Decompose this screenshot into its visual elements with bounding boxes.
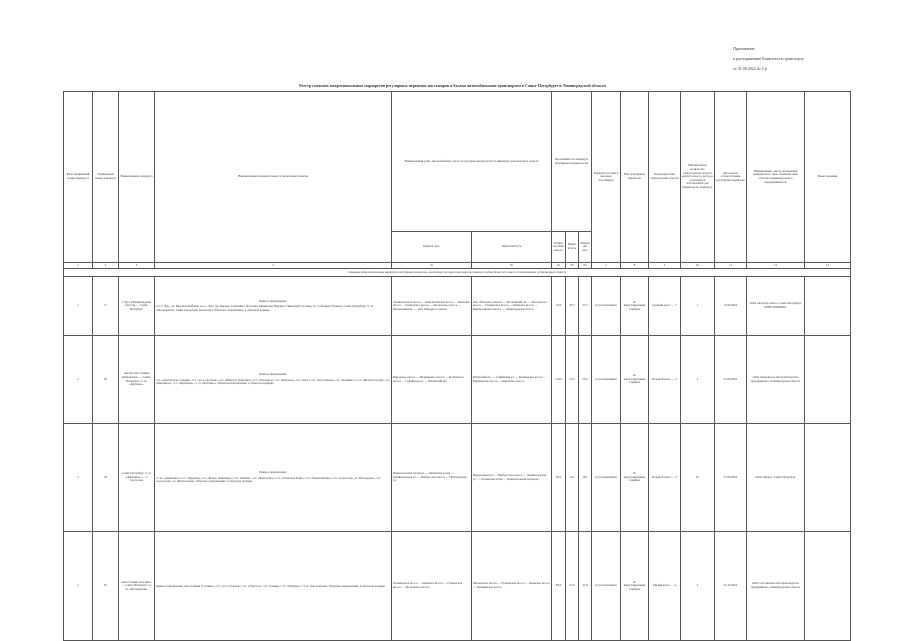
cell-order: в установленных — [592, 336, 621, 424]
colnum: 11 — [715, 263, 747, 269]
colnum: 13 — [805, 263, 851, 269]
cell-fwd: 37,3 — [566, 277, 579, 336]
colnum: 5б — [472, 263, 552, 269]
document-title: Реестр смежных межрегиональных маршрутов регулярных перевозок пассажиров и багажа автомобильным транспортом в Санкт-Петербурге и Ленинградской области — [299, 83, 606, 88]
colnum: 3 — [119, 263, 155, 269]
col-streets-group: Наименования улиц, автомобильных дорог, по которым предполагается движение транспортных средств — [392, 92, 552, 232]
cell-name: Санкт-Петербург, ст. м. «Девяткино» — г. Сертолово — [119, 424, 155, 532]
stops-title: Прямое направление: — [259, 298, 287, 303]
cell-start: 01.09.2022 — [715, 336, 747, 424]
cell-kind: по нерегулируемым тарифам — [621, 336, 649, 424]
cell-bwd: 41,8 — [579, 532, 592, 641]
cell-order: в установленных — [592, 424, 621, 532]
cell-forward: Ленинградское шоссе — Кингисеппское шоссе — Киевское шоссе — Пулковское шоссе — Московское шоссе — Московский пр. — наб. Обводного канала — [392, 277, 472, 336]
colnum: 7 — [592, 263, 621, 269]
cell-other — [805, 532, 851, 641]
cell-vehicles: Малый класс — 4 — [649, 532, 681, 641]
cell-carrier: ООО «Гатчинское автотранспортное предприятие», Ленинградская область — [747, 532, 805, 641]
colnum: 2 — [93, 263, 119, 269]
table-row — [64, 424, 851, 532]
colnum: 6б — [566, 263, 579, 269]
category-row — [64, 269, 851, 277]
cell-backward: Центральная ул. — Выборгское шоссе — Ленинградская ул. — Охтинская аллея — Привокзальная площадь — [472, 424, 552, 532]
cell-stops — [155, 424, 392, 532]
colnum: 10 — [681, 263, 715, 269]
cell-total: 38,2 — [552, 424, 566, 532]
col-length-total: Общая протяжённость — [552, 232, 566, 263]
table-row — [64, 277, 851, 336]
cell-fwd: 55,0 — [566, 336, 579, 424]
header-appendix: Приложение — [733, 46, 755, 51]
cell-reg: 1 — [64, 277, 93, 336]
header-order-ref: к распоряжению Комитета по транспорту — [733, 56, 804, 61]
cell-forward: Пушкинское шоссе — Киевское шоссе — Пулковское шоссе — Московское шоссе — [392, 532, 472, 641]
cell-other — [805, 424, 851, 532]
cell-stops — [155, 532, 392, 641]
cell-carrier: ООО «Аллегро-Авто», Санкт-Петербург, ИНН 7810000001 — [747, 277, 805, 336]
col-stops: Наименования промежуточных остановочных пунктов — [155, 92, 392, 263]
colnum: 9 — [649, 263, 681, 269]
cell-reg: 2 — [64, 336, 93, 424]
stops-text: ост. «Автобусная станция»; ост. «ул. Советская»; ост. «Невская Дубровка»; ост. «Отрадное»; ост. «Павлово»; ост. «Мга»; ост. «Пустынька»; ост. «Колпино»; ост. «Металлострой»; ост. «Рыбацкое»; ост. «Шушары»; ст. м. «Купчино». Обратное направление: в обратном порядке — [156, 377, 390, 386]
cell-start: 01.09.2022 — [715, 424, 747, 532]
cell-vehicles: Средний класс — 7 — [649, 277, 681, 336]
stops-text: Прямое направление: автостанция «Гатчина»; ост. «ул. Соборная»; ост. «Пудость»; ост. «Таицы»; ост. «Пулково»; ст. м. «Московская». Обратное направление: в обратном порядке — [156, 584, 386, 589]
cell-forward: Кировское шоссе — Мурманское шоссе — Колпинское шоссе — Софийская ул. — Витебский пр. — [392, 336, 472, 424]
category-title: Смежные межрегиональные маршруты регулярных перевозок, на которых посадка и высадка пассажиров осуществляется только в установленных остановочных пунктах — [64, 269, 851, 277]
col-reg-number: Регистрационный номер маршрута — [64, 92, 93, 263]
col-other-info: Иные сведения — [805, 92, 851, 263]
col-carrier: Наименование, место нахождения юридического лица, фамилия, имя, отчество индивидуального предпринимателя — [747, 92, 805, 263]
colnum: 6а — [552, 263, 566, 269]
cell-num: 1.1 — [93, 277, 119, 336]
document-header — [733, 44, 893, 74]
col-route-name: Наименование маршрута — [119, 92, 155, 263]
cell-reg: 3 — [64, 424, 93, 532]
col-backward-path: Обратный путь — [472, 232, 552, 263]
cell-total: 110,0 — [552, 336, 566, 424]
cell-maxcount: 2 — [681, 336, 715, 424]
cell-bwd: 37,3 — [579, 277, 592, 336]
cell-order: в установленных — [592, 277, 621, 336]
cell-stops — [155, 336, 392, 424]
cell-total: 74,6 — [552, 277, 566, 336]
cell-kind: по нерегулируемым тарифам — [621, 424, 649, 532]
cell-maxcount: 2 — [681, 532, 715, 641]
cell-fwd: 41,8 — [566, 532, 579, 641]
col-max-vehicles: Максимальное количество транспортных средств каждого класса, которое допускается использовать для перевозок по маршруту — [681, 92, 715, 263]
cell-backward: наб. Обводного канала — Московский пр. — Московское шоссе — Пулковское шоссе — Киевское шоссе — Кингисеппское шоссе — Ленинградское шоссе — [472, 277, 552, 336]
table-row — [64, 336, 851, 424]
col-forward-path: Прямой путь — [392, 232, 472, 263]
cell-backward: Московское шоссе — Пулковское шоссе — Киевское шоссе — Пушкинское шоссе — [472, 532, 552, 641]
cell-name: Автостанция «Гатчина» — Санкт-Петербург, ст. м. «Московская» — [119, 532, 155, 641]
cell-other — [805, 277, 851, 336]
cell-carrier: ООО «Кировское автотранспортное предприятие», Ленинградская область — [747, 336, 805, 424]
stops-title: Прямое направление: — [259, 372, 287, 377]
cell-name: г. Луга (Ленинградская область) — Санкт-Петербург — [119, 277, 155, 336]
cell-vehicles: Большой класс — 2 — [649, 336, 681, 424]
cell-vehicles: Большой класс — 3 — [649, 424, 681, 532]
cell-other — [805, 336, 851, 424]
colnum: 12 — [747, 263, 805, 269]
col-transport-kind: Вид регулярных перевозок — [621, 92, 649, 263]
routes-table — [63, 91, 851, 641]
cell-start: 15.06.2022 — [715, 277, 747, 336]
col-route-number: Порядковый номер маршрута — [93, 92, 119, 263]
cell-num: 29 — [93, 336, 119, 424]
cell-maxcount: 10 — [681, 424, 715, 532]
header-row — [64, 92, 851, 232]
table-row — [64, 532, 851, 641]
colnum: 4 — [155, 263, 392, 269]
cell-kind: по нерегулируемым тарифам — [621, 277, 649, 336]
col-boarding-order: Порядок посадки и высадки пассажиров — [592, 92, 621, 263]
cell-total: 83,6 — [552, 532, 566, 641]
cell-maxcount: 1 — [681, 277, 715, 336]
stops-text: ст. м. «Девяткино»; ост. «Мурино»; ост. «Новое Девяткино»; ост. «Юкки»; ост. «Парголово»; ост. «Осиновая Роща»; ост. «Черная Речка»; ост. «Сертолово, ул. Молодцова»; ост. «Сертолово, ул. Центральная». Обратное направление: в обратном порядке — [156, 475, 381, 484]
cell-bwd: 55,0 — [579, 336, 592, 424]
colnum: 6в — [579, 263, 592, 269]
cell-backward: Витебский пр. — Софийская ул. — Колпинское шоссе — Мурманское шоссе — Кировское шоссе — [472, 336, 552, 424]
cell-reg: 4 — [64, 532, 93, 641]
cell-num: 81 — [93, 532, 119, 641]
header-order-date: от 31.08.2022 № 3-р — [733, 66, 767, 71]
stops-text: ост. г. Луга, ул. Красноармейская; ост. г. Луга, пр. Кирова; Толмачёво; Долговка; Мшинская; Вырица; Сиверский; Гатчина, ул. Соборная; Пулково; Санкт-Петербург, ст. м. «Московская»; Санкт-Петербург, автовокзал. Обратное направление: в обратном порядке — [156, 304, 374, 312]
stops-title: Прямое направление: — [259, 470, 287, 475]
colnum: 5а — [392, 263, 472, 269]
cell-order: в установленных — [592, 532, 621, 641]
col-length-forward: Прямой путь — [566, 232, 579, 263]
cell-start: 01.10.2022 — [715, 532, 747, 641]
col-start-date: Дата начала осуществления регулярных перевозок — [715, 92, 747, 263]
cell-fwd: 19,1 — [566, 424, 579, 532]
colnum: 8 — [621, 263, 649, 269]
cell-carrier: ООО «Ирис», Санкт-Петербург — [747, 424, 805, 532]
col-vehicle-specs: Характеристики транспортных средств — [649, 92, 681, 263]
col-length-backward: Обратный путь — [579, 232, 592, 263]
cell-num: 44 — [93, 424, 119, 532]
col-length-group: Протяжённость маршрута регулярных перевозок, км — [552, 92, 592, 232]
cell-forward: Привокзальная площадь — Охтинская аллея — Ленинградская ул. — Выборгское шоссе — Центральная ул. — [392, 424, 472, 532]
cell-kind: по нерегулируемым тарифам — [621, 532, 649, 641]
cell-stops — [155, 277, 392, 336]
cell-bwd: 19,1 — [579, 424, 592, 532]
colnum: 1 — [64, 263, 93, 269]
cell-name: Автобусная станция «Кировская» — Санкт-Петербург, ст. м. «Купчино» — [119, 336, 155, 424]
